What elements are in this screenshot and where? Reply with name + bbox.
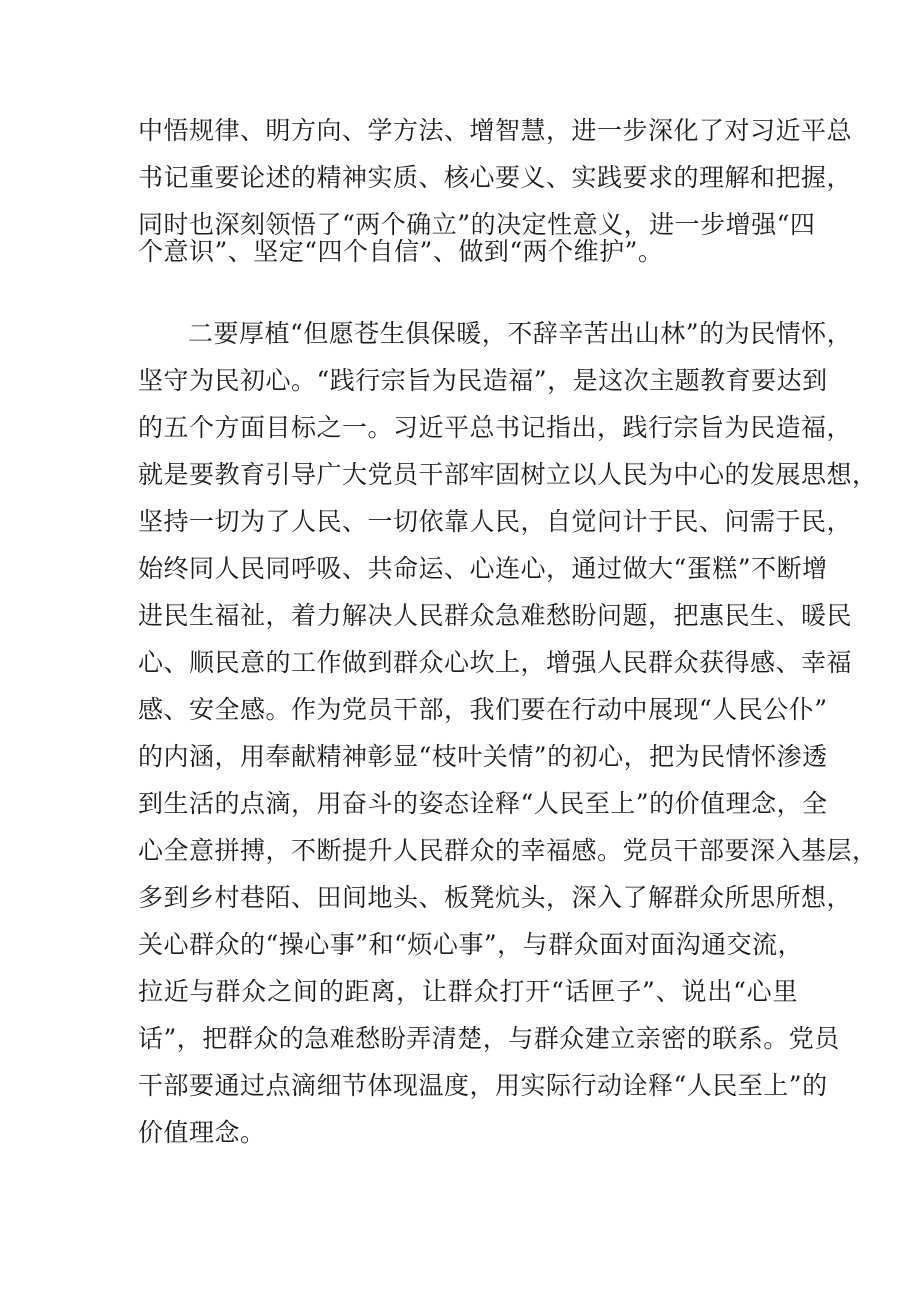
- text-line-14: 的内涵，用奉献精神彰显“枝叶关情”的初心，把为民情怀渗透: [138, 742, 828, 771]
- text-line-1: 中悟规律、明方向、学方法、增智慧，进一步深化了对习近平总: [138, 116, 853, 145]
- text-line-21: 干部要通过点滴细节体现温度，用实际行动诠释“人民至上”的: [138, 1071, 828, 1100]
- text-line-7: 的五个方面目标之一。习近平总书记指出，践行宗旨为民造福，: [138, 413, 853, 442]
- text-line-17: 多到乡村巷陌、田间地头、板凳炕头，深入了解群众所思所想，: [138, 883, 853, 912]
- text-line-8: 就是要教育引导广大党员干部牢固树立以人民为中心的发展思想，: [138, 460, 878, 489]
- text-line-12: 心、顺民意的工作做到群众心坎上，增强人民群众获得感、幸福: [138, 648, 853, 677]
- text-line-11: 进民生福祉，着力解决人民群众急难愁盼问题，把惠民生、暖民: [138, 601, 853, 630]
- text-line-20: 话”，把群众的急难愁盼弄清楚，与群众建立亲密的联系。党员: [138, 1024, 840, 1053]
- text-line-19: 拉近与群众之间的距离，让群众打开“话匣子”、说出“心里: [138, 977, 798, 1006]
- text-line-2: 书记重要论述的精神实质、核心要义、实践要求的理解和把握，: [138, 163, 853, 192]
- paragraph-2-line-1: 二要厚植“但愿苍生俱保暖，不辞辛苦出山林”的为民情怀，: [188, 319, 853, 348]
- text-line-15: 到生活的点滴，用奋斗的姿态诠释“人民至上”的价值理念，全: [138, 789, 828, 818]
- text-line-9: 坚持一切为了人民、一切依靠人民，自觉问计于民、问需于民，: [138, 507, 853, 536]
- text-line-13: 感、安全感。作为党员干部，我们要在行动中展现“人民公仆”: [138, 695, 828, 724]
- text-line-16: 心全意拼搏，不断提升人民群众的幸福感。党员干部要深入基层，: [138, 836, 878, 865]
- text-line-3: 同时也深刻领悟了“两个确立”的决定性意义，进一步增强“四: [138, 210, 816, 239]
- text-line-18: 关心群众的“操心事”和“烦心事”，与群众面对面沟通交流，: [138, 930, 804, 959]
- text-line-10: 始终同人民同呼吸、共命运、心连心，通过做大“蛋糕”不断增: [138, 554, 828, 583]
- text-line-22: 价值理念。: [138, 1118, 266, 1147]
- text-line-6: 坚守为民初心。“践行宗旨为民造福”，是这次主题教育要达到: [138, 366, 828, 395]
- text-line-4: 个意识”、坚定“四个自信”、做到“两个维护”。: [138, 237, 664, 266]
